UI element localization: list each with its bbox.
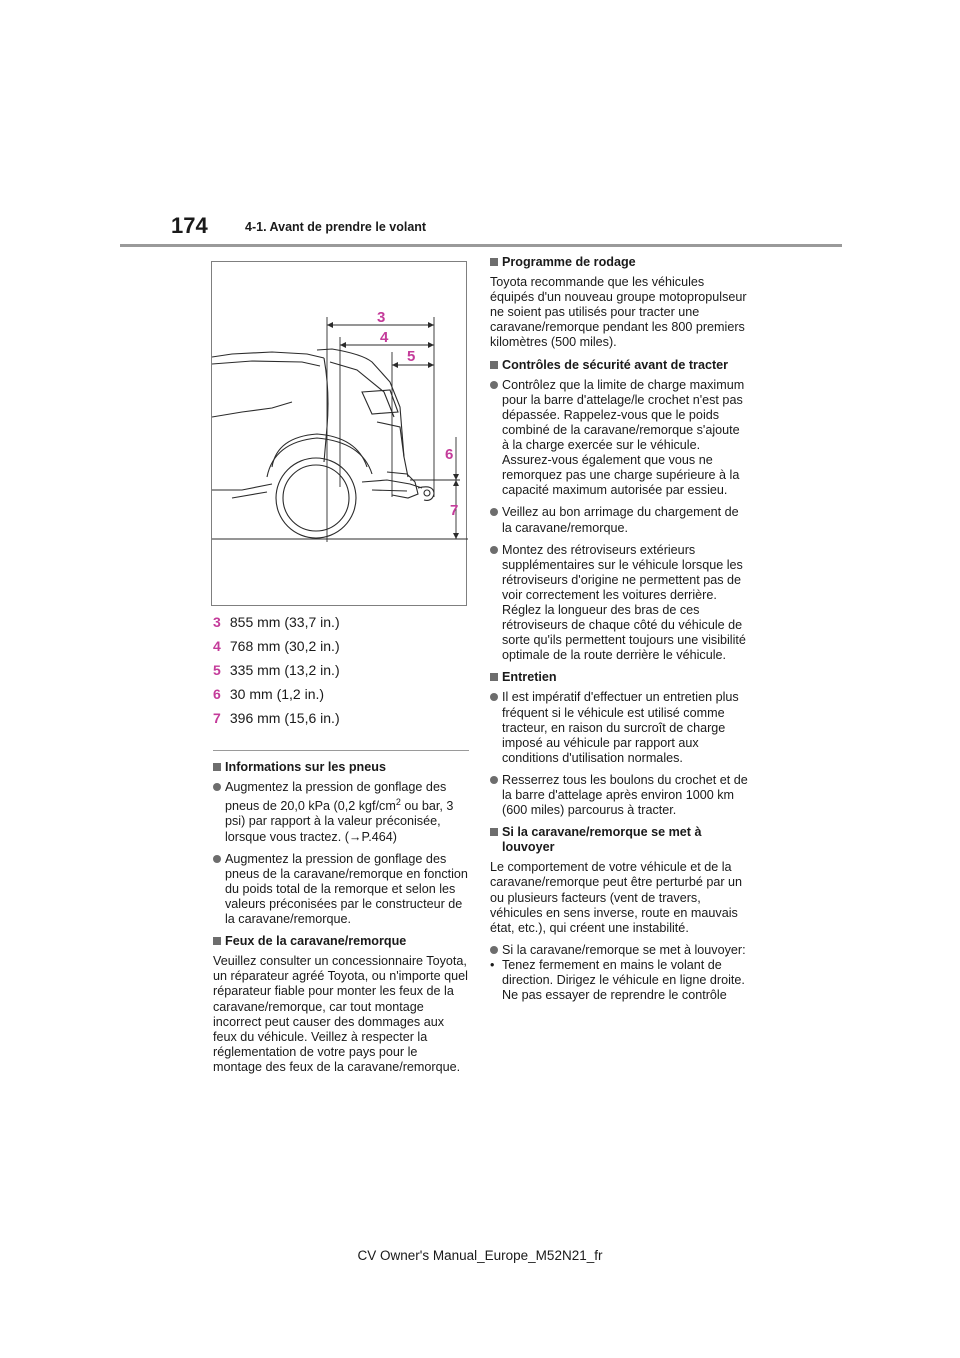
page-reference-link[interactable]: →P.464)	[348, 829, 397, 844]
runin-heading: Programme de rodage	[490, 255, 750, 270]
running-header: 4-1. Avant de prendre le volant	[245, 220, 427, 234]
lights-paragraph: Veuillez consulter un concessionnaire Toyota, un réparateur agréé Toyota, ou n'importe quel réparateur fiable pour monter les feux de la caravane/remorque, car tout montage incorrect peut causer des dommages aux feux du véhicule. Veillez à respecter la réglementation de votre pays pour le montage des feux de la caravane/remorque.	[213, 954, 468, 1074]
checks-heading: Contrôles de sécurité avant de tracter	[490, 358, 750, 373]
checks-bullet-3: Montez des rétroviseurs extérieurs supplémentaires sur le véhicule lorsque les rétroviseurs d'origine ne permettent pas de voir correctement les voitures derrière. Réglez la longueur des bras de ces rétroviseurs de chaque côté du véhicule de sorte qu'ils permettent toujours une visibilité optimale de la route derrière le véhicule.	[490, 543, 750, 664]
dimension-item: 7 396 mm (15,6 in.)	[213, 710, 340, 726]
sway-paragraph: Le comportement de votre véhicule et de la caravane/remorque peut être perturbé par un ou plusieurs facteurs (vent de travers, véhicules en sens inverse, route en mauvais état, etc.), qui créent une instabilité.	[490, 860, 743, 935]
dimension-item: 3 855 mm (33,7 in.)	[213, 614, 340, 630]
maintenance-bullet-1: Il est impératif d'effectuer un entretien plus fréquent si le véhicule est utilisé comme tracteur, en raison du surcroît de charge imposé au véhicule par rapport aux conditions d'utilisation normales.	[490, 690, 750, 765]
vehicle-rear-illustration	[212, 262, 468, 607]
dimension-item: 5 335 mm (13,2 in.)	[213, 662, 340, 678]
towing-dimensions-figure	[211, 261, 467, 606]
checks-bullet-1: Contrôlez que la limite de charge maximum pour la barre d'attelage/le crochet n'est pas dépassée. Rappelez-vous que le poids combiné de la caravane/remorque s'ajoute à la charge exercée sur le véhicule. Assurez-vous également que vous ne remorquez pas une charge supérieure à la capacité maximum autorisée par essieu.	[490, 378, 750, 499]
dimension-item: 6 30 mm (1,2 in.)	[213, 686, 325, 702]
figure-label-6: 6	[445, 446, 454, 463]
checks-bullet-2: Veillez au bon arrimage du chargement de la caravane/remorque.	[490, 505, 750, 535]
header-rule	[120, 244, 842, 247]
dimension-list	[213, 614, 463, 734]
tyres-bullet-2: Augmentez la pression de gonflage des pneus de la caravane/remorque en fonction du poids total de la remorque et selon les valeurs préconisées par le constructeur de la caravane/remorque.	[213, 852, 469, 927]
footer-manual-id: CV Owner's Manual_Europe_M52N21_fr	[357, 1248, 603, 1263]
left-column	[213, 750, 469, 1082]
lights-heading: Feux de la caravane/remorque	[213, 934, 469, 949]
sway-dash-item: • Tenez fermement en mains le volant de direction. Dirigez le véhicule en ligne droite. Ne pas essayer de reprendre le contrôle	[490, 958, 750, 1003]
figure-label-3: 3	[377, 309, 386, 326]
right-column	[490, 255, 750, 1003]
maintenance-heading: Entretien	[490, 670, 750, 685]
tyres-heading: Informations sur les pneus	[213, 760, 469, 775]
section-divider	[213, 750, 469, 751]
sway-heading: Si la caravane/remorque se met à louvoyer	[490, 825, 750, 855]
figure-label-4: 4	[380, 329, 389, 346]
maintenance-bullet-2: Resserrez tous les boulons du crochet et de la barre d'attelage après environ 1000 km (600 miles) parcourus à tracter.	[490, 773, 750, 818]
runin-paragraph: Toyota recommande que les véhicules équipés d'un nouveau groupe motopropulseur ne soient pas utilisés pour tracter une caravane/remorque pendant les 800 premiers kilomètres (500 miles).	[490, 275, 747, 350]
sway-bullet-1: Si la caravane/remorque se met à louvoyer: • Tenez fermement en mains le volant de direction. Dirigez le véhicule en ligne droite. Ne pas essayer de reprendre le contrôle	[490, 943, 750, 1003]
dimension-item: 4 768 mm (30,2 in.)	[213, 638, 340, 654]
page-number: 174	[171, 213, 208, 238]
figure-label-7: 7	[450, 502, 459, 519]
tyres-bullet-1: Augmentez la pression de gonflage des pneus de 20,0 kPa (0,2 kgf/$cm^2$ ou bar, 3 psi) par rapport à la valeur préconisée, lorsque vous tractez. (→P.464)	[213, 780, 469, 845]
figure-label-5: 5	[407, 348, 416, 365]
